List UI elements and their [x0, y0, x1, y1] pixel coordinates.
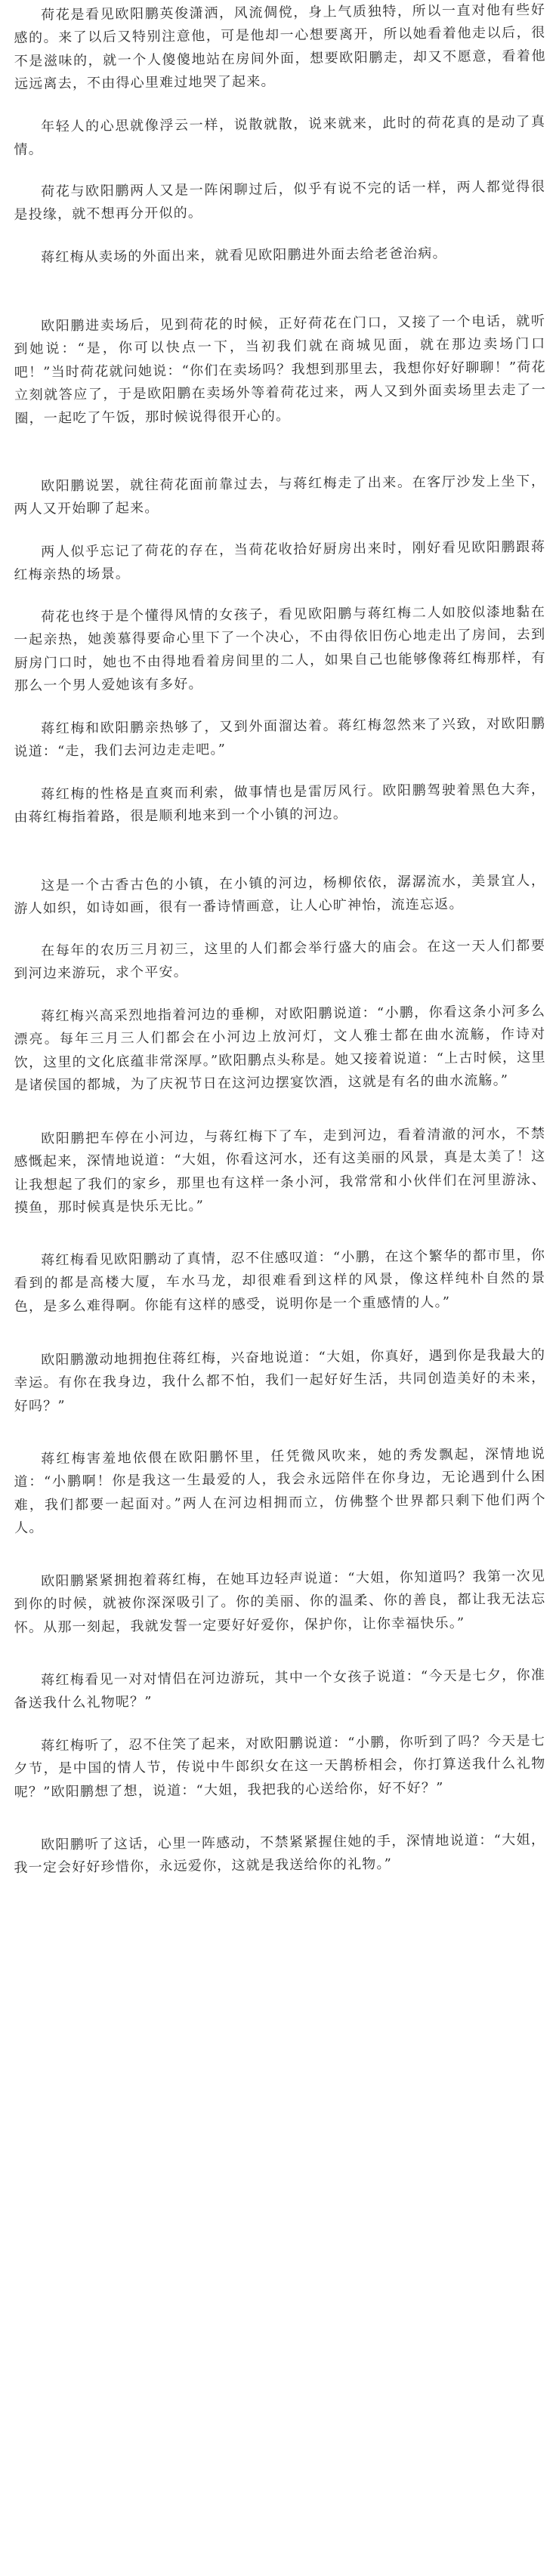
paragraph: 欧阳鹏把车停在小河边，与蒋红梅下了车，走到河边，看着清澈的河水，不禁感慨起来，深情地说道：“大姐，你看这河水，还有这美丽的风景，真是太美了！这让我想起了我们的家乡，那里也有这样一条小河，我常常和小伙伴们在河里游泳、摸鱼，那时候真是快乐无比。” — [14, 1125, 546, 1217]
paragraph: 蒋红梅看见一对对情侣在河边游玩，其中一个女孩子说道：“今天是七夕，你准备送我什么礼物呢？” — [14, 1667, 546, 1712]
paragraph: 年轻人的心思就像浮云一样，说散就散，说来就来，此时的荷花真的是动了真情。 — [14, 113, 546, 159]
paragraph: 欧阳鹏激动地拥抱住蒋红梅，兴奋地说道：“大姐，你真好，遇到你是我最大的幸运。有你在我身边，我什么都不怕，我们一起好好生活，共同创造美好的未来，好吗？” — [14, 1347, 546, 1414]
paragraph: 蒋红梅听了，忍不住笑了起来，对欧阳鹏说道：“小鹏，你听到了吗？今天是七夕节，是中国的情人节，传说中牛郎织女在这一天鹊桥相会，你打算送我什么礼物呢？”欧阳鹏想了想，说道：“大姐，我把我的心送给你，好不好？” — [14, 1732, 546, 1800]
paragraph: 蒋红梅和欧阳鹏亲热够了，又到外面溜达着。蒋红梅忽然来了兴致，对欧阳鹏说道：“走，我们去河边走走吧。” — [14, 715, 546, 760]
paragraph: 欧阳鹏说罢，就往荷花面前靠过去，与蒋红梅走了出来。在客厅沙发上坐下，两人又开始聊了起来。 — [14, 473, 546, 518]
paragraph: 蒋红梅从卖场的外面出来，就看见欧阳鹏进外面去给老爸治病。 — [41, 245, 447, 266]
paragraph: 这是一个古香古色的小镇，在小镇的河边，杨柳依依，潺潺流水，美景宜人，游人如织，如诗如画，很有一番诗情画意，让人心旷神怡，流连忘返。 — [14, 872, 546, 917]
paragraph: 荷花与欧阳鹏两人又是一阵闲聊过后，似乎有说不完的话一样，两人都觉得很是投缘，就不想再分开似的。 — [14, 179, 546, 224]
paragraph: 欧阳鹏紧紧拥抱着蒋红梅，在她耳边轻声说道：“大姐，你知道吗？我第一次见到你的时候，就被你深深吸引了。你的美丽、你的温柔、你的善良，都让我无法忘怀。从那一刻起，我就发誓一定要好好爱你，保护你，让你幸福快乐。” — [14, 1568, 546, 1636]
paragraph: 蒋红梅兴高采烈地指着河边的垂柳，对欧阳鹏说道：“小鹏，你看这条小河多么漂亮。每年三月三人们都会在小河边上放河灯，文人雅士都在曲水流觞，作诗对饮，这里的文化底蕴非常深厚。”欧阳鹏点头称是。她又接着说道：“上古时候，这里是诸侯国的都城，为了庆祝节日在这河边摆宴饮酒，这就是有名的曲水流觞。” — [14, 1003, 546, 1094]
paragraph: 两人似乎忘记了荷花的存在，当荷花收拾好厨房出来时，刚好看见欧阳鹏跟蒋红梅亲热的场景。 — [14, 538, 546, 583]
paragraph: 蒋红梅的性格是直爽而利索，做事情也是雷厉风行。欧阳鹏驾驶着黑色大奔，由蒋红梅指着路，很是顺利地来到一个小镇的河边。 — [14, 781, 546, 826]
paragraph: 蒋红梅看见欧阳鹏动了真情，忍不住感叹道：“小鹏，在这个繁华的都市里，你看到的都是高楼大厦，车水马龙，却很难看到这样的风景，像这样纯朴自然的景色，是多么难得啊。你能有这样的感受，说明你是一个重感情的人。” — [14, 1248, 546, 1316]
paragraph: 荷花也终于是个懂得风情的女孩子，看见欧阳鹏与蒋红梅二人如胶似漆地黏在一起亲热，她羡慕得要命心里下了一个决心，不由得依旧伤心地走出了房间，去到厨房门口时，她也不由得地看着房间里的二人，如果自己也能够像蒋红梅那样，有那么一个男人爱她该有多好。 — [14, 603, 546, 695]
paragraph: 在每年的农历三月初三，这里的人们都会举行盛大的庙会。在这一天人们都要到河边来游玩，求个平安。 — [14, 938, 546, 983]
paragraph: 欧阳鹏听了这话，心里一阵感动，不禁紧紧握住她的手，深情地说道：“大姐，我一定会好好珍惜你，永远爱你，这就是我送给你的礼物。” — [14, 1831, 546, 1877]
paragraph: 荷花是看见欧阳鹏英俊潇洒，风流倜傥，身上气质独特，所以一直对他有些好感的。来了以后又特别注意他，可是他却一心想要离开，所以她看着他走以后，很不是滋味的，就一个人傻傻地站在房间外面，想要欧阳鹏走，却又不愿意，看着他远远离去，不由得心里难过地哭了起来。 — [14, 2, 546, 93]
paragraph: 欧阳鹏进卖场后，见到荷花的时候，正好荷花在门口，又接了一个电话，就听到她说：“是，你可以快点一下，当初我们就在商城见面，就在那边卖场门口吧！”当时荷花就问她说：“你们在卖场吗？我想到那里去，我想你好好聊聊！”荷花立刻就答应了，于是欧阳鹏在卖场外等着荷花过来，两人又到外面卖场里去走了一圈，一起吃了午饭，那时候说得很开心的。 — [14, 313, 547, 427]
paragraph: 蒋红梅害羞地依偎在欧阳鹏怀里，任凭微风吹来，她的秀发飘起，深情地说道：“小鹏啊！你是我这一生最爱的人，我会永远陪伴在你身边，无论遇到什么困难，我们都要一起面对。”两人在河边相拥而立，仿佛整个世界都只剩下他们两个人。 — [14, 1445, 546, 1537]
